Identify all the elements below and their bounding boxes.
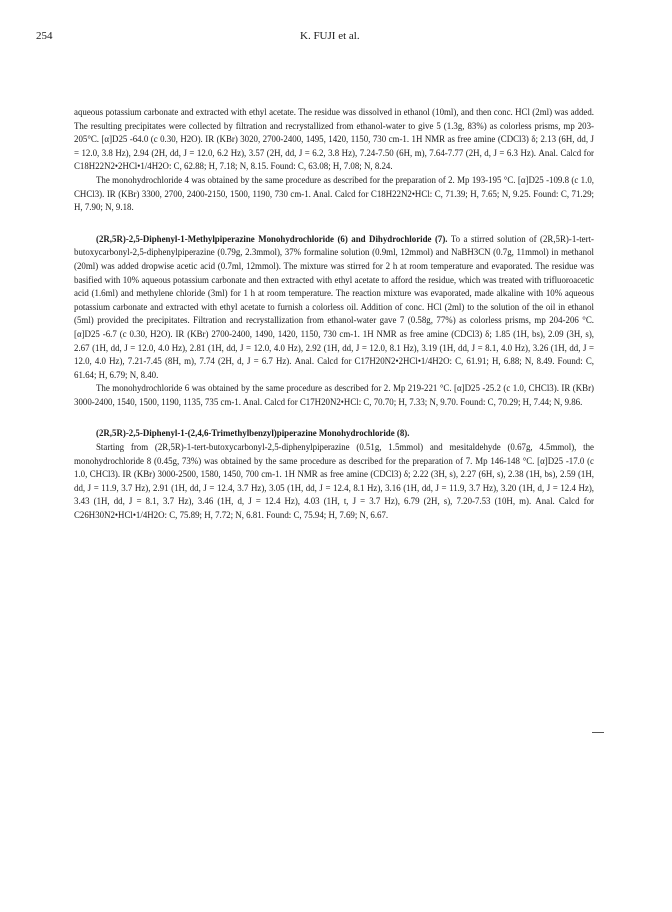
- margin-rule: [592, 732, 604, 733]
- paragraph-compound-8: Starting from (2R,5R)-1-tert-butoxycarbonyl-2,5-diphenylpiperazine (0.51g, 1.5mmol) and mesitaldehyde (0.67g, 4.5mmol), the monohydrochloride 8 (0.45g, 73%) was obtained by the same procedure as described for the preparation of 7. Mp 146-148 °C. [α]D25 -17.0 (c 1.0, CHCl3). IR (KBr) 3000-2500, 1580, 1450, 700 cm-1. 1H NMR as free amine (CDCl3) δ; 2.22 (3H, s), 2.27 (6H, s), 2.38 (1H, bs), 2.59 (1H, dd, J = 11.9, 3.7 Hz), 2.91 (1H, dd, J = 12.4, 3.7 Hz), 3.05 (1H, dd, J = 12.4, 8.1 Hz), 3.16 (1H, dd, J = 11.9, 3.7 Hz), 3.20 (1H, d, J = 12.4 Hz), 3.43 (1H, dd, J = 8.1, 3.7 Hz), 3.46 (1H, d, J = 12.4 Hz), 4.03 (1H, t, J = 3.7 Hz), 6.79 (2H, s), 7.20-7.53 (10H, m). Anal. Calcd for C26H30N2•HCl•1/4H2O: C, 75.89; H, 7.72; N, 6.81. Found: C, 75.94; H, 7.69; N, 6.67.: [74, 442, 594, 521]
- page-number: 254: [36, 30, 53, 42]
- section-heading-compound-8: (2R,5R)-2,5-Diphenyl-1-(2,4,6-Trimethylbenzyl)piperazine Monohydrochloride (8).: [96, 428, 410, 439]
- paragraph-compound-4: The monohydrochloride 4 was obtained by the same procedure as described for the preparation of 2. Mp 193-195 °C. [α]D25 -109.8 (c 1.0, CHCl3). IR (KBr) 3300, 2700, 2400-2150, 1500, 1190, 730 cm-1. Anal. Calcd for C18H22N2•HCl: C, 71.39; H, 7.65; N, 9.25. Found: C, 71.29; H, 7.90; N, 9.18.: [74, 174, 594, 213]
- paragraph-compound-6: The monohydrochloride 6 was obtained by the same procedure as described for 2. Mp 219-221 °C. [α]D25 -25.2 (c 1.0, CHCl3). IR (KBr) 3000-2400, 1540, 1500, 1190, 1135, 735 cm-1. Anal. Calcd for C17H20N2•HCl: C, 70.70; H, 7.33; N, 9.70. Found: C, 70.29; H, 7.44; N, 9.86.: [74, 383, 594, 407]
- section-text: To a stirred solution of (2R,5R)-1-tert-butoxycarbonyl-2,5-diphenylpiperazine (0.79g, 2.3mmol), 37% formaline solution (0.9ml, 12mmol) and NaBH3CN (0.7g, 11mmol) in methanol (20ml) was added dropwise acetic acid (0.7ml, 12mmol). The mixture was stirred for 2 h at room temperature and evaporated. The residue was basified with 10% aqueous potassium carbonate and then extracted with ethyl acetate to afford the residue, which was treated with trifluoroacetic acid (1.6ml) and methylene chloride (3ml) for 1 h at room temperature. The reaction mixture was evaporated, made alkaline with 10% aqueous potassium carbonate and extracted with ethyl acetate to furnish a colorless oil. Addition of conc. HCl (2ml) to the solution of the oil in ethanol (5ml) provided the precipitates. Filtration and recrystallization from ethanol-water gave 7 (0.58g, 77%) as colorless prisms, mp 204-206 °C. [α]D25 -6.7 (c 0.30, H2O). IR (KBr) 2700-2400, 1490, 1420, 1150, 730 cm-1. 1H NMR as free amine (CDCl3) δ; 1.85 (1H, bs), 2.09 (3H, s), 2.67 (1H, dd, J = 12.0, 4.0 Hz), 2.81 (1H, dd, J = 12.0, 4.0 Hz), 2.92 (1H, dd, J = 12.0, 8.1 Hz), 3.19 (1H, dd, J = 8.1, 4.0 Hz), 3.26 (1H, dd, J = 12.0, 4.0 Hz), 7.21-7.45 (8H, m), 7.74 (2H, d, J = 6.7 Hz). Anal. Calcd for C17H20N2•2HCl•1/4H2O: C, 61.91; H, 6.88; N, 8.49. Found: C, 61.64; H, 6.79; N, 8.40.: [74, 233, 594, 380]
- body-text: [74, 106, 594, 523]
- paragraph-compound-5: aqueous potassium carbonate and extracted with ethyl acetate. The residue was dissolved in ethanol (10ml), and then conc. HCl (2ml) was added. The resulting precipitates were collected by filtration and recrystallized from ethanol-water to give 5 (1.3g, 83%) as colorless prisms, mp 203-205°C. [α]D25 -64.0 (c 0.30, H2O). IR (KBr) 3020, 2700-2400, 1495, 1420, 1150, 730 cm-1. 1H NMR as free amine (CDCl3) δ; 2.13 (6H, dd, J = 12.0, 3.8 Hz), 2.94 (2H, dd, J = 12.0, 6.2 Hz), 3.57 (2H, dd, J = 6.2, 3.8 Hz), 7.24-7.50 (6H, m), 7.64-7.77 (2H, d, J = 6.3 Hz). Anal. Calcd for C18H22N2•2HCl•1/4H2O: C, 62.88; H, 7.18; N, 8.15. Found: C, 63.08; H, 7.08; N, 8.24.: [74, 107, 594, 172]
- section-heading: (2R,5R)-2,5-Diphenyl-1-Methylpiperazine Monohydrochloride (6) and Dihydrochloride (7).: [96, 233, 448, 244]
- running-head: K. FUJI et al.: [300, 30, 360, 42]
- section-compounds-6-7: [74, 233, 594, 383]
